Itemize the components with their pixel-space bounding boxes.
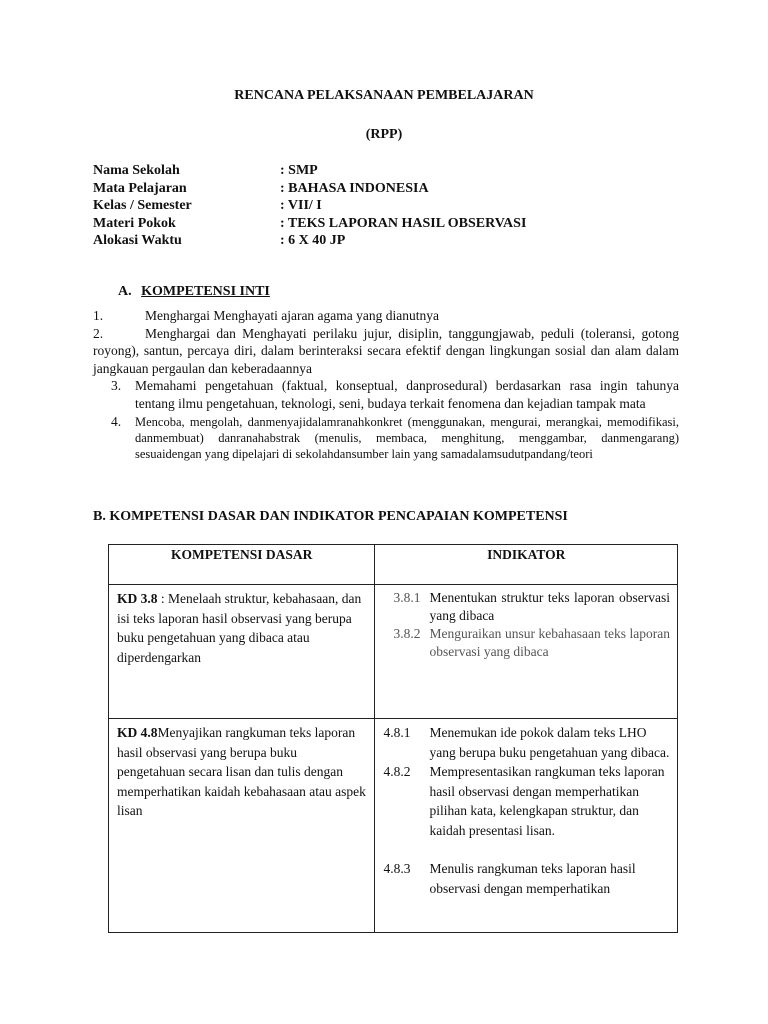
kd-code: KD 4.8 [117, 725, 158, 740]
kd-indicator-table [108, 544, 678, 933]
indicator-item [383, 625, 670, 661]
table-row [109, 585, 678, 719]
kompetensi-inti-list [93, 307, 679, 462]
column-header-kd: KOMPETENSI DASAR [109, 545, 375, 585]
section-a-title: KOMPETENSI INTI [141, 284, 270, 299]
kd-cell [109, 585, 375, 719]
indicator-item [383, 859, 670, 898]
section-b-heading: B. KOMPETENSI DASAR DAN INDIKATOR PENCAPAIAN KOMPETENSI [93, 509, 568, 524]
identity-label: Mata Pelajaran [93, 180, 187, 196]
identity-label: Nama Sekolah [93, 163, 180, 178]
indicator-text: Menemukan ide pokok dalam teks LHO yang berupa buku pengetahuan yang dibaca. [429, 725, 670, 760]
indicator-text: Menentukan struktur teks laporan observasi yang dibaca [429, 590, 670, 623]
ki-item-text: Mencoba, mengolah, danmenyajidalamranahkonkret (menggunakan, mengurai, merangkai, memodifikasi, danmembuat) danranahabstrak (menulis, membaca, menghitung, menggambar, danmengarang) sesuaidengan yang dipelajari di sekolahdansumber lain yang samadalamsudutpandang/teori [135, 415, 679, 461]
indicator-item [383, 589, 670, 625]
ki-item-number: 4. [111, 414, 122, 429]
identity-value: : SMP [280, 163, 318, 178]
indicator-text: Menguraikan unsur kebahasaan teks laporan observasi yang dibaca [429, 626, 670, 659]
kd-text: Menyajikan rangkuman teks laporan hasil observasi yang berupa buku pengetahuan secara lisan dan tulis dengan memperhatikan kaidah kebahasaan atau aspek lisan [117, 725, 366, 818]
identity-label: Materi Pokok [93, 215, 176, 231]
document-title: RENCANA PELAKSANAAN PEMBELAJARAN [234, 88, 534, 103]
indicator-code: 4.8.2 [383, 764, 411, 779]
identity-value: : 6 X 40 JP [280, 233, 346, 248]
column-header-indicator: INDIKATOR [375, 545, 678, 585]
kd-cell [109, 719, 375, 933]
ki-item [93, 325, 679, 378]
identity-value: : BAHASA INDONESIA [280, 180, 429, 196]
indicator-code: 4.8.3 [383, 861, 411, 876]
identity-value: : VII/ I [280, 198, 322, 213]
identity-label: Alokasi Waktu [93, 233, 182, 248]
ki-item-number: 2. [93, 325, 104, 341]
indicator-cell [375, 719, 678, 933]
ki-item-number: 1. [93, 308, 104, 323]
ki-item-text: Menghargai dan Menghayati perilaku jujur, disiplin, tanggungjawab, peduli (toleransi, gotong royong), santun, percaya diri, dalam berinteraksi secara efektif dengan lingkungan sosial dan alam dalam jangkauan pergaulan dan keberadaannya [93, 325, 679, 376]
ki-item [111, 414, 679, 462]
indicator-cell [375, 585, 678, 719]
ki-item [93, 307, 679, 325]
identity-row [93, 197, 526, 215]
identity-value: : TEKS LAPORAN HASIL OBSERVASI [280, 215, 527, 231]
ki-item [111, 377, 679, 412]
indicator-code: 4.8.1 [383, 725, 411, 740]
identity-row [93, 180, 526, 198]
identity-label: Kelas / Semester [93, 198, 192, 213]
kd-text: : Menelaah struktur, kebahasaan, dan isi teks laporan hasil observasi yang berupa buku pengetahuan yang dibaca atau diperdengarkan [117, 591, 362, 665]
indicator-item [383, 723, 670, 762]
identity-block [93, 162, 526, 250]
indicator-item [383, 762, 670, 840]
section-a-letter: A. [118, 284, 132, 299]
indicator-text: Menulis rangkuman teks laporan hasil observasi dengan memperhatikan [429, 861, 636, 896]
ki-item-text: Menghargai Menghayati ajaran agama yang dianutnya [145, 308, 440, 323]
ki-item-text: Memahami pengetahuan (faktual, konseptual, danprosedural) berdasarkan rasa ingin tahunya tentang ilmu pengetahuan, teknologi, seni, budaya terkait fenomena dan kejadian tampak mata [135, 378, 679, 411]
indicator-code: 3.8.2 [393, 626, 421, 641]
identity-row [93, 232, 526, 250]
table-header-row [109, 545, 678, 585]
indicator-code: 3.8.1 [393, 590, 421, 605]
section-a-heading [118, 284, 270, 300]
identity-row [93, 162, 526, 180]
document-subtitle: (RPP) [365, 127, 403, 142]
table-row [109, 719, 678, 933]
kd-code: KD 3.8 [117, 591, 158, 606]
identity-row [93, 215, 526, 233]
ki-item-number: 3. [111, 378, 122, 393]
indicator-text: Mempresentasikan rangkuman teks laporan hasil observasi dengan memperhatikan pilihan kata, kelengkapan struktur, dan kaidah presentasi lisan. [429, 764, 665, 838]
